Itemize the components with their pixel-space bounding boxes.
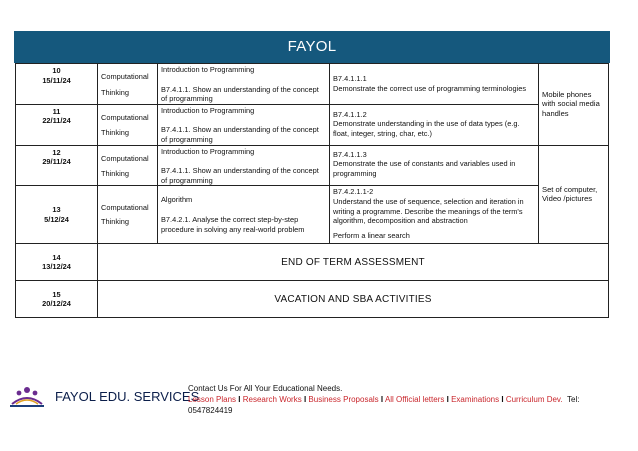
week-cell: 13 5/12/24 — [16, 186, 98, 244]
week-cell: 12 29/11/24 — [16, 145, 98, 186]
tel-number: 0547824419 — [188, 406, 233, 415]
week-cell: 15 20/12/24 — [16, 281, 98, 318]
topic-cell: Introduction to Programming B7.4.1.1. Show an understanding of the concept of programming — [158, 104, 330, 145]
table-row — [16, 186, 609, 244]
service-link[interactable]: Lesson Plans — [188, 395, 237, 404]
footer-contact — [188, 383, 608, 416]
service-link[interactable]: All Official letters — [384, 395, 445, 404]
strand-cell: Computational Thinking — [98, 145, 158, 186]
resources-cell: Set of computer, Video /pictures — [539, 145, 609, 244]
service-link[interactable]: Curriculum Dev. — [505, 395, 563, 404]
table-row — [16, 145, 609, 186]
week-cell: 11 22/11/24 — [16, 104, 98, 145]
company-logo — [4, 384, 50, 416]
tel-label: Tel: — [567, 395, 580, 404]
logo-graphic — [4, 384, 50, 416]
event-cell: VACATION AND SBA ACTIVITIES — [98, 281, 609, 318]
topic-cell: Introduction to Programming B7.4.1.1. Show an understanding of the concept of programming — [158, 145, 330, 186]
table-row — [16, 244, 609, 281]
week-cell: 10 15/11/24 — [16, 64, 98, 105]
strand-cell: Computational Thinking — [98, 64, 158, 105]
event-cell: END OF TERM ASSESSMENT — [98, 244, 609, 281]
indicator-cell: B7.4.2.1.1-2 Understand the use of sequence, selection and iteration in writing a programme. Describe the meanings of the term's algorithm, decomposition and abstraction Perform a linear search — [330, 186, 539, 244]
strand-cell: Computational Thinking — [98, 186, 158, 244]
service-link[interactable]: Research Works — [242, 395, 302, 404]
resources-cell: Mobile phones with social media handles — [539, 64, 609, 146]
week-cell: 14 13/12/24 — [16, 244, 98, 281]
indicator-cell: B7.4.1.1.2 Demonstrate understanding in the use of data types (e.g. float, integer, string, char, etc.) — [330, 104, 539, 145]
strand-cell: Computational Thinking — [98, 104, 158, 145]
scheme-table — [15, 63, 609, 318]
indicator-cell: B7.4.1.1.1 Demonstrate the correct use of programming terminologies — [330, 64, 539, 105]
topic-cell: Algorithm B7.4.2.1. Analyse the correct step-by-step procedure in solving any real-world problem — [158, 186, 330, 244]
topic-cell: Introduction to Programming B7.4.1.1. Show an understanding of the concept of programming — [158, 64, 330, 105]
services-line: Lesson Plans I Research Works I Business Proposals I All Official letters I Examinations I Curriculum Dev. Tel: — [188, 395, 580, 404]
footer-brand: FAYOL EDU. SERVICES — [55, 389, 200, 404]
table-row — [16, 64, 609, 105]
service-link[interactable]: Business Proposals — [308, 395, 379, 404]
service-link[interactable]: Examinations — [451, 395, 500, 404]
header-banner — [14, 31, 610, 63]
page-title: FAYOL — [287, 38, 337, 55]
indicator-cell: B7.4.1.1.3 Demonstrate the use of constants and variables used in programming — [330, 145, 539, 186]
table-row — [16, 104, 609, 145]
contact-line: Contact Us For All Your Educational Needs. — [188, 384, 343, 393]
table-row — [16, 281, 609, 318]
